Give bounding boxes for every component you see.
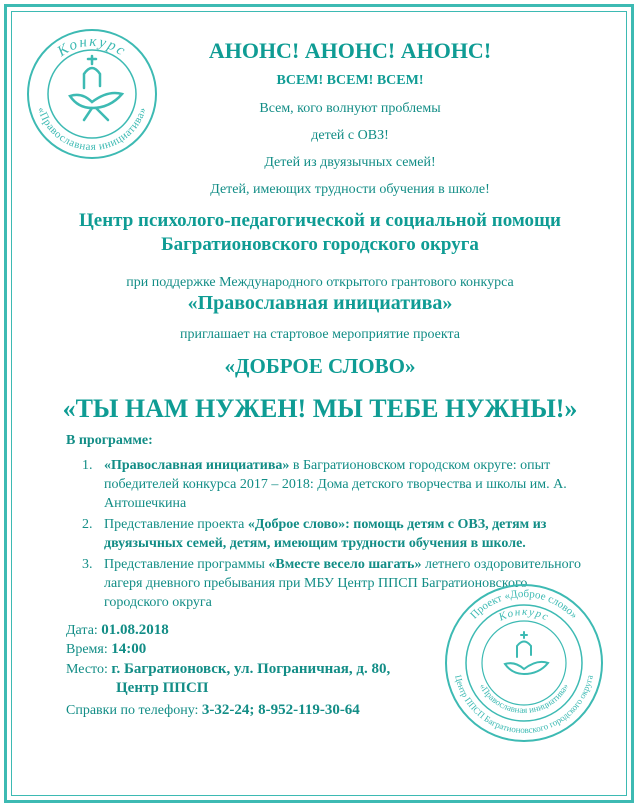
- announce-subtitle: ВСЕМ! ВСЕМ! ВСЕМ!: [276, 73, 424, 88]
- seal-right-inner-text: «Православная инициатива»: [477, 681, 571, 716]
- program-heading: В программе:: [66, 433, 153, 448]
- program-item-number: 3.: [82, 557, 93, 572]
- program-item-text: в Багратионовском городском округе: опыт победителей конкурса 2017 – 2018: Дома детского творчества и школы им. А. Антошечкина: [104, 458, 567, 511]
- announce-line: Всем, кого волнуют проблемы: [259, 101, 441, 116]
- program-item-text: Представление программы: [104, 557, 269, 572]
- announce-title: АНОНС! АНОНС! АНОНС!: [208, 38, 492, 63]
- program-item-number: 1.: [82, 458, 93, 473]
- date-label: Дата:: [66, 623, 102, 638]
- place-value: г. Багратионовск, ул. Пограничная, д. 80,: [111, 661, 391, 677]
- invite-text: приглашает на стартовое мероприятие проекта: [180, 327, 460, 342]
- support-text: при поддержке Международного открытого грантового конкурса: [126, 275, 514, 290]
- program-item: [82, 456, 582, 513]
- phone-value: 3-32-24; 8-952-119-30-64: [201, 702, 360, 718]
- project-slogan: «ТЫ НАМ НУЖЕН! МЫ ТЕБЕ НУЖНЫ!»: [62, 394, 578, 423]
- seal-left-bottom-text: «Православная инициатива»: [34, 105, 150, 154]
- program-item-number: 2.: [82, 517, 93, 532]
- time-value: 14:00: [111, 641, 147, 657]
- place-label: Место:: [66, 662, 112, 677]
- seal-right-top-text: Проект «Доброе слово»: [468, 587, 581, 622]
- contact-phone: [66, 702, 360, 719]
- organizer-name: [0, 209, 640, 257]
- announce-line: детей с ОВЗ!: [311, 128, 389, 143]
- seal-right-mid-text: Конкурс: [496, 605, 552, 624]
- announce-line: Детей из двуязычных семей!: [264, 155, 436, 170]
- program-item-bold: «Православная инициатива»: [104, 458, 290, 473]
- contest-name: «Православная инициатива»: [187, 292, 453, 314]
- project-name: «ДОБРОЕ СЛОВО»: [224, 354, 416, 378]
- project-stamp-seal: [444, 580, 604, 746]
- announce-line: Детей, имеющих трудности обучения в школе!: [210, 182, 490, 197]
- program-item-text: летнего оздоровительного лагеря дневного пребывания при МБУ Центр ППСП Багратионовского городского округа: [104, 557, 581, 610]
- program-item-bold: «Вместе весело шагать»: [268, 557, 422, 572]
- date-value: 01.08.2018: [101, 622, 169, 638]
- program-item-bold: «Доброе слово»: помощь детям с ОВЗ, детям из двуязычных семей, детям, имеющим трудности обучения в школе.: [104, 517, 547, 551]
- svg-text:«Православная инициатива»: [478, 682, 571, 715]
- program-item: [82, 515, 582, 553]
- time-label: Время:: [66, 642, 112, 657]
- event-time: [66, 641, 146, 658]
- organizer-line: Багратионовского городского округа: [161, 234, 479, 255]
- organizer-line: Центр психолого-педагогической и социальной помощи: [78, 210, 562, 231]
- event-date: [66, 622, 169, 639]
- event-place: [66, 661, 390, 678]
- church-dove-icon: [505, 632, 548, 674]
- place-value-line2: Центр ППСП: [116, 680, 209, 696]
- seal-left-top-text: Конкурс: [54, 33, 130, 61]
- program-item-text: Представление проекта: [104, 517, 248, 532]
- phone-label: Справки по телефону:: [66, 703, 202, 718]
- seal-right-bottom-text: Центр ППСП Багратионовского городского округа: [453, 673, 595, 736]
